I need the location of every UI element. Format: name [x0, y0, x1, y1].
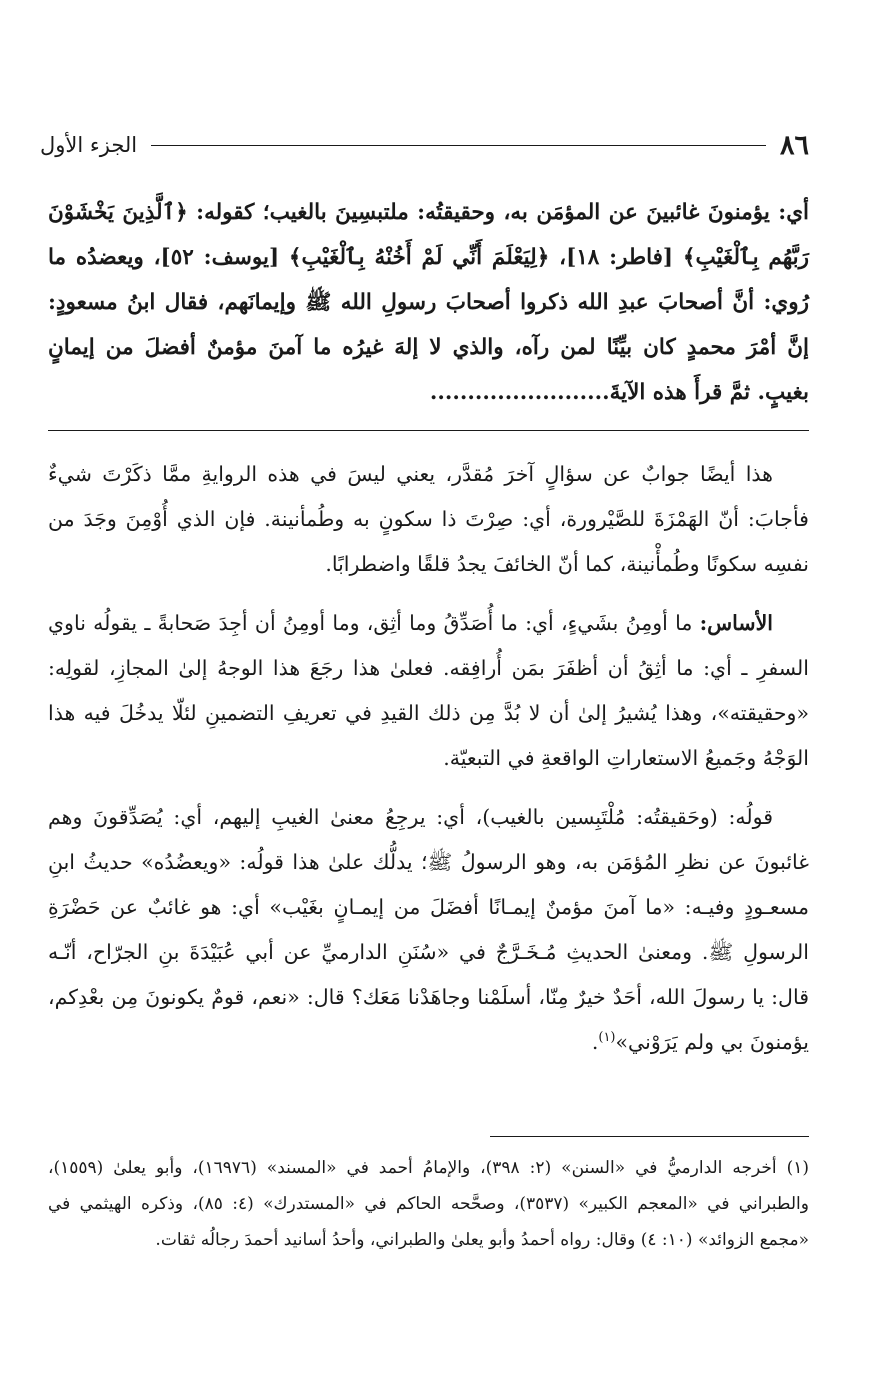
footnote-reference[interactable]: (١)	[598, 1030, 616, 1046]
commentary-paragraph-2	[48, 601, 809, 781]
footnote-1: (١) أخرجه الدارميُّ في «السنن» (٢: ٣٩٨)، والإمامُ أحمد في «المسند» (١٦٩٧٦)، وأبو يعلىٰ (١٥٥٩)، والطبراني في «المعجم الكبير» (٣٥٣٧)، وصحَّحه الحاكم في «المستدرك» (٤: ٨٥)، وذكره الهيثمي في «مجمع الزوائد» (١٠: ٤) وقال: رواه أحمدُ وأبو يعلىٰ والطبراني، وأحدُ أسانيد أحمدَ رجالُه ثقات.	[48, 1158, 810, 1250]
quoted-text-block	[48, 190, 809, 415]
page-header	[40, 128, 809, 162]
page-number: ٨٦	[779, 129, 809, 161]
footnote-divider	[490, 1136, 809, 1137]
commentary-paragraph-3	[48, 795, 809, 1065]
header-rule	[151, 145, 766, 146]
section-divider	[48, 430, 809, 431]
paragraph-lead-label: الأساس:	[699, 611, 773, 635]
paragraph-3-end: .	[591, 1030, 599, 1054]
footnotes-block	[48, 1150, 809, 1258]
paragraph-3-text: قولُه: (وحَقيقتُه: مُلْتَبِسين بالغيب)، أي: يرجِعُ معنىٰ الغيبِ إليهم، أي: يُصَدِّقونَ وهم غائبونَ عن نظرِ المُؤمَن به، وهو الرسولُ ﷺ؛ يدلُّك علىٰ هذا قولُه: «ويعضُدُه» حديثُ ابنِ مسعـودٍ وفيـه: «ما آمنَ مؤمنٌ إيمـانًا أفضَلَ من إيمـانٍ بغَيْب» أي: هو غائبٌ عن حَضْرَةِ الرسولِ ﷺ. ومعنىٰ الحديثِ مُـخَـرَّجٌ في «سُنَنِ الدارميِّ عن أبي عُبَيْدَةَ بنِ الجرّاح، أنّـه قال: يا رسولَ الله، أحَدٌ خيرٌ مِنّا، أسلَمْنا وجاهَدْنا مَعَك؟ قال: «نعم، قومٌ يكونونَ مِن بعْدِكم، يؤمنونَ بي ولم يَرَوْني»	[48, 805, 809, 1054]
quoted-text: أي: يؤمنونَ غائبينَ عن المؤمَن به، وحقيقتُه: ملتبسِينَ بالغيب؛ كقوله: ﴿ٱلَّذِينَ يَخْشَوْنَ رَبَّهُم بِٱلْغَيْبِ﴾ [فاطر: ١٨]، ﴿لِيَعْلَمَ أَنِّي لَمْ أَخُنْهُ بِٱلْغَيْبِ﴾ [يوسف: ٥٢]، ويعضدُه ما رُوي: أنَّ أصحابَ عبدِ الله ذكروا أصحابَ رسولِ الله ﷺ وإيمانَهم، فقال ابنُ مسعودٍ: إنَّ أمْرَ محمدٍ كان بيِّنًا لمن رآه، والذي لا إلهَ غيرُه ما آمنَ مؤمنٌ أفضلَ من إيمانٍ بغيبٍ. ثمَّ قرأَ هذه الآيةَ........................	[48, 200, 809, 405]
running-title: الجزء الأول	[40, 133, 138, 157]
commentary-paragraph-1: هذا أيضًا جوابٌ عن سؤالٍ آخرَ مُقدَّر، يعني ليسَ في هذه الروايةِ ممَّا ذكَرْتَ شيءٌ فأجابَ: أنّ الهَمْزَةَ للصَّيْرورة، أي: صِرْتَ ذا سكونٍ به وطُمأنينة. فإن الذي أُوْمِنَ وجَدَ من نفسِه سكونًا وطُمأْنينة، كما أنّ الخائفَ يجدُ قلقًا واضطرابًا.	[48, 462, 809, 576]
commentary-block	[48, 452, 809, 1079]
paragraph-2-text: ما أومِنُ بشَيءٍ، أي: ما أُصَدِّقُ وما أثِق، وما أومِنُ أن أجِدَ صَحابةً ـ يقولُه ناوي السفرِ ـ أي: ما أثِقُ أن أظفَرَ بمَن أُرافِقه. فعلىٰ هذا رجَعَ هذا الوجهُ إلىٰ المجازِ، لقولِه: «وحقيقته»، وهذا يُشيرُ إلىٰ أن لا بُدَّ مِن ذلك القيدِ في تعريفِ التضمينِ لئلّا يدخُلَ فيه هذا الوَجْهُ وجَميعُ الاستعاراتِ الواقعةِ في التبعيّة.	[48, 611, 809, 770]
